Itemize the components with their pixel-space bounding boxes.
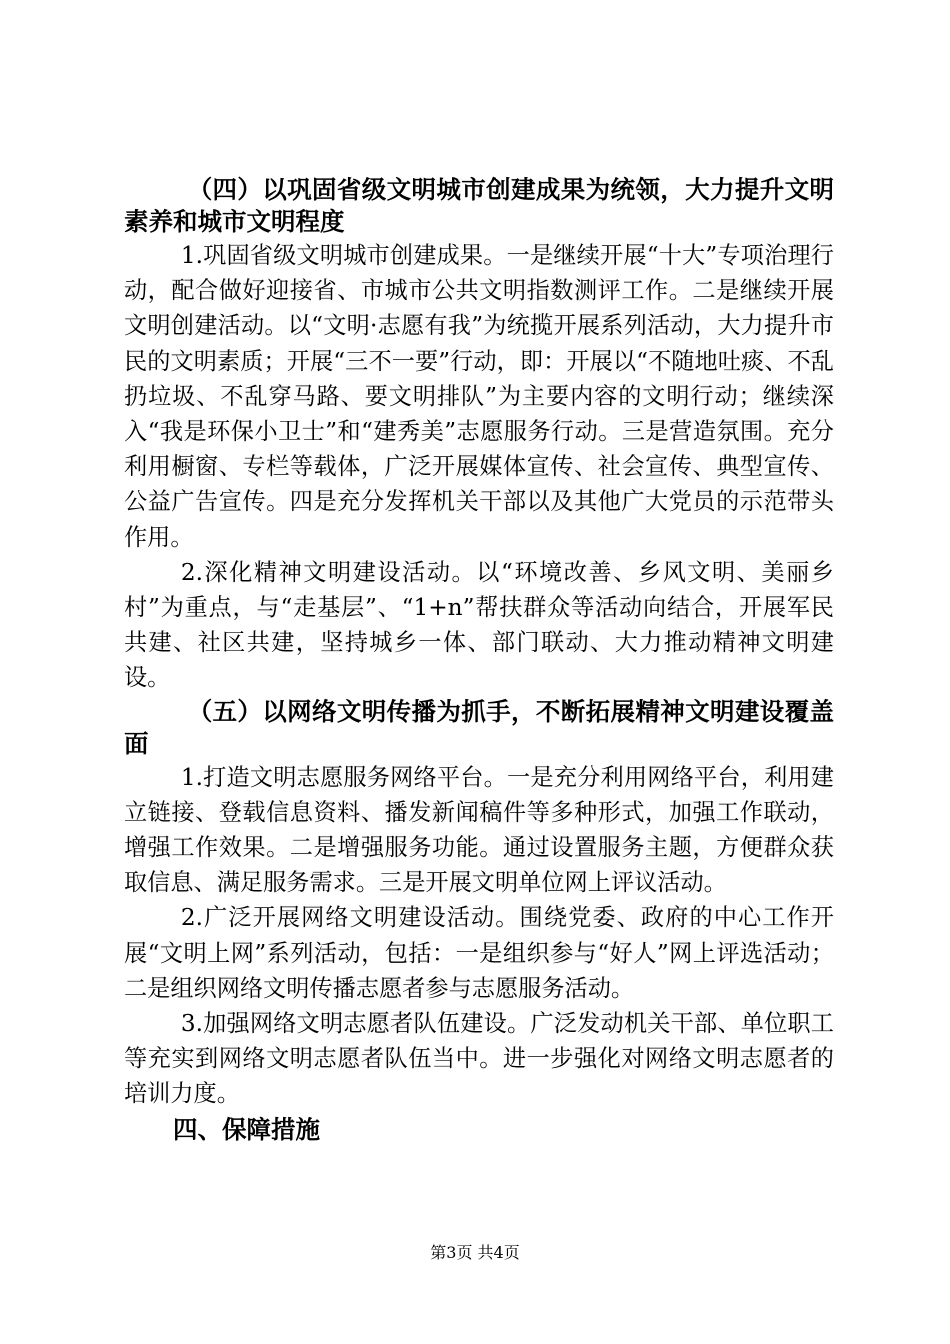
paragraph: 1.打造文明志愿服务网络平台。一是充分利用网络平台，利用建立链接、登载信息资料、播发新闻稿件等多种形式，加强工作联动，增强工作效果。二是增强服务功能。通过设置服务主题，方便群众获取信息、满足服务需求。三是开展文明单位网上评议活动。	[124, 763, 834, 897]
page-number: 第3页 共4页	[430, 1243, 520, 1262]
paragraph: 2.深化精神文明建设活动。以“环境改善、乡风文明、美丽乡村”为重点，与“走基层”、“1+n”帮扶群众等活动向结合，开展军民共建、社区共建，坚持城乡一体、部门联动、大力推动精神文明建设。	[124, 558, 834, 692]
paragraph: 1.巩固省级文明城市创建成果。一是继续开展“十大”专项治理行动，配合做好迎接省、市城市公共文明指数测评工作。二是继续开展文明创建活动。以“文明·志愿有我”为统揽开展系列活动，大力提升市民的文明素质；开展“三不一要”行动，即：开展以“不随地吐痰、不乱扔垃圾、不乱穿马路、要文明排队”为主要内容的文明行动；继续深入“我是环保小卫士”和“建秀美”志愿服务行动。三是营造氛围。充分利用橱窗、专栏等载体，广泛开展媒体宣传、社会宣传、典型宣传、公益广告宣传。四是充分发挥机关干部以及其他广大党员的示范带头作用。	[124, 242, 834, 551]
document-body	[124, 174, 834, 1147]
paragraph: 3.加强网络文明志愿者队伍建设。广泛发动机关干部、单位职工等充实到网络文明志愿者队伍当中。进一步强化对网络文明志愿者的培训力度。	[124, 1010, 834, 1108]
subsection-heading-4: （四）以巩固省级文明城市创建成果为统领，大力提升文明素养和城市文明程度	[124, 175, 834, 236]
section-heading: 四、保障措施	[173, 1114, 320, 1144]
paragraph: 2.广泛开展网络文明建设活动。围绕党委、政府的中心工作开展“文明上网”系列活动，包括：一是组织参与“好人”网上评选活动；二是组织网络文明传播志愿者参与志愿服务活动。	[124, 904, 834, 1002]
subsection-heading-5: （五）以网络文明传播为抓手，不断拓展精神文明建设覆盖面	[124, 696, 834, 758]
